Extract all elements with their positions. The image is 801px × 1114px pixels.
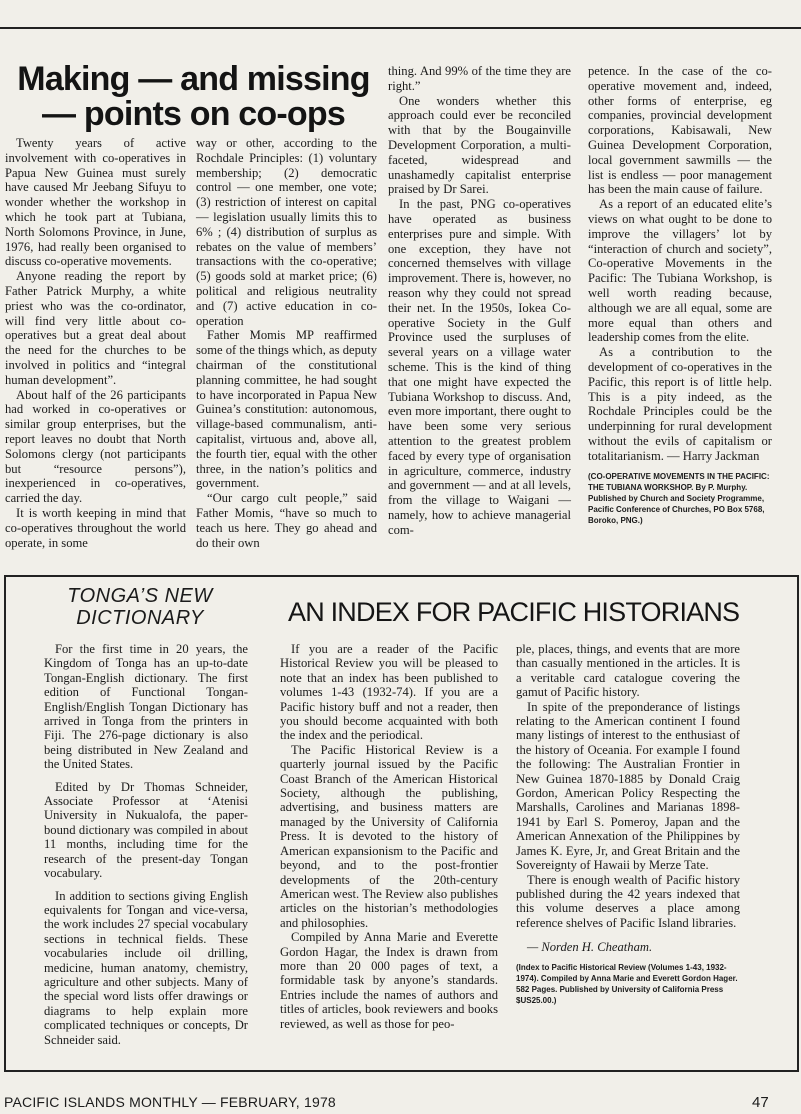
coops-column-2 [196,136,377,550]
footer-publication: PACIFIC ISLANDS MONTHLY — FEBRUARY, 1978 [4,1094,336,1110]
paragraph: It is worth keeping in mind that co-operatives throughout the world operate, in some [5,505,186,550]
paragraph: About half of the 26 participants had worked in co-operatives or similar group enterprises, but the report leaves no doubt that North Solomons clergy (not participants but “resource persons”), inexperienced in co-operatives, carried the day. [5,387,186,506]
paragraph: As a report of an educated elite’s views on what ought to be done to improve the villagers’ lot by “interaction of church and society”, Co-operative Movements in the Pacific: The Tubiana Workshop, is well worth reading because, although we are all equal, some are more equal than others and leadership comes from the elite. [588,197,772,345]
coops-footnote: (CO-OPERATIVE MOVEMENTS IN THE PACIFIC: THE TUBIANA WORKSHOP. By P. Murphy. Published by Church and Society Programme, Pacific Conference of Churches, PO Box 5768, Boroko, PNG.) [588,471,770,525]
page-number: 47 [752,1094,769,1111]
paragraph: In spite of the preponderance of listings relating to the American continent I found many listings of interest to the enthusiast of the history of Oceania. For example I found the following: The Australian Frontier in New Guinea 1870-1885 by Donald Craig Gordon, American Policy Respecting the Marshalls, Carolines and Marianas 1898-1941 by Earl S. Pomeroy, Japan and the American Annexation of the Philippines by James K. Eyre, Jr, and Great Britain and the Sovereignty of Hawaii by Merze Tate. [516,699,740,873]
index-title: AN INDEX FOR PACIFIC HISTORIANS [288,597,740,627]
paragraph: thing. And 99% of the time they are right.” [388,64,571,93]
top-rule [0,27,801,29]
paragraph: If you are a reader of the Pacific Historical Review you will be pleased to note that an index has been published to volumes 1-43 (1932-74). If you are a Pacific history buff and not a reader, then you should become acquainted with both the index and the periodical. [280,642,498,743]
paragraph: Anyone reading the report by Father Patrick Murphy, a white priest who was the co-ordinator, will find very little about co-operatives but a great deal about the need for the churches to be involved in politics and “integral human development”. [5,269,186,387]
paragraph: ple, places, things, and events that are more than casually mentioned in the articles. It is a veritable card catalogue covering the gamut of Pacific history. [516,642,740,700]
paragraph: In addition to sections giving English equivalents for Tongan and vice-versa, the work includes 27 special vocabulary sections in technical fields. These vocabularies include oil drilling, medicine, human anatomy, chemistry, agriculture and other subjects. Many of the special word lists offer drawings or diagrams to help explain more complicated techniques or concepts, Dr Schneider said. [44,888,248,1047]
paragraph: “Our cargo cult people,” said Father Momis, “have so much to teach us here. They go ahead and do their own [196,491,377,550]
index-column-1 [280,642,498,1031]
paragraph: Twenty years of active involvement with co-operatives in Papua New Guinea must surely have caused Mr Jeebang Sifuyu to wonder whether the workshop in which he took part at Tubiana, North Solomons Province, in June, 1976, had really been organised to discuss co-operative movements. [5,136,186,269]
paragraph: Father Momis MP reaffirmed some of the things which, as deputy chairman of the constitutional planning committee, he had sought to have incorporated in Papua New Guinea’s constitution: autonomous, village-based communalism, anti-capitalist, virtuous and, above all, the fourth tier, equal with the other three, in the nation’s politics and government. [196,328,377,491]
coops-column-4 [588,64,772,526]
paragraph: way or other, according to the Rochdale Principles: (1) voluntary membership; (2) democratic control — one member, one vote; (3) restriction of interest on capital — legislation usually limits this to 6% ; (4) distribution of surplus as rebates on the value of members’ transactions with the co-operative; (5) goods sold at market price; (6) political and religious neutrality and (7) active education in co-operation [196,136,377,328]
index-column-2 [516,642,740,1006]
paragraph: Edited by Dr Thomas Schneider, Associate Professor at ‘Atenisi University in Nukualofa, the paper-bound dictionary was compiled in about 11 months, including time for the research of the present-day Tongan vocabulary. [44,779,248,881]
tonga-title: TONGA’S NEW DICTIONARY [67,585,213,629]
index-footnote: (Index to Pacific Historical Review (Volumes 1-43, 1932-1974). Compiled by Anna Marie and Everett Gordon Hager. 582 Pages. Published by University of California Press $US25.00.) [516,962,738,1005]
paragraph: In the past, PNG co-operatives have operated as business enterprises pure and simple. With one exception, they have not concerned themselves with village improvement. There is, however, no reason why they could not spread their net. In the 1950s, Iokea Co-operative Society in the Gulf Province used the surpluses of several years on a village water scheme. This is the kind of thing that one might have expected the Tubiana Workshop to discuss. And, even more important, there ought to have been some very serious attention to the greatest problem faced by every type of organisation in agriculture, commerce, industry and government — and at all levels, from the village to Waigani — namely, how to achieve managerial com- [388,197,571,537]
paragraph: For the first time in 20 years, the Kingdom of Tonga has an up-to-date Tongan-English dictionary. The first edition of Functional Tongan-English/English Tongan Dictionary has arrived in Tonga from the printers in Fiji. The 276-page dictionary is also being distributed in New Zealand and the United States. [44,642,248,772]
index-signature: — Norden H. Cheatham. [527,940,653,955]
paragraph: Compiled by Anna Marie and Everette Gordon Hagar, the Index is drawn from more than 20 000 pages of text, a formidable task by anyone’s standards. Entries include the names of authors and titles of articles, book reviewers and books reviewed, as well as those for peo- [280,930,498,1031]
coops-column-1 [5,136,186,550]
paragraph: The Pacific Historical Review is a quarterly journal issued by the Pacific Coast Branch of the American Historical Society, although the publishing, advertising, and business matters are managed by the University of California Press. It is devoted to the history of American expansionism to the Pacific and beyond, and to the post-frontier developments of the 20th-century American west. The Review also publishes articles on the historian’s methodologies and philosophies. [280,742,498,930]
coops-headline: Making — and missing — points on co-ops [17,60,370,133]
paragraph: petence. In the case of the co-operative movement and, indeed, other forms of enterprise, eg companies, provincial development corporations, Kabisawali, New Guinea Development Corporation, local government sawmills — the list is endless — poor management has been the main cause of failure. [588,64,772,197]
paragraph: One wonders whether this approach could ever be reconciled with that by the Bougainville Development Corporation, a multi-faceted, widespread and unashamedly capitalist enterprise praised by Dr Sarei. [388,93,571,197]
coops-column-3 [388,64,571,538]
paragraph: There is enough wealth of Pacific history published during the 42 years indexed that this volume deserves a place among reference shelves of Pacific Island libraries. [516,872,740,930]
paragraph: As a contribution to the development of co-operatives in the Pacific, this report is of little help. This is a pity indeed, as the Rochdale Principles could be the underpinning for rural development without the evils of capitalism or totalitarianism. — Harry Jackman [588,345,772,463]
tonga-column [44,642,248,1047]
